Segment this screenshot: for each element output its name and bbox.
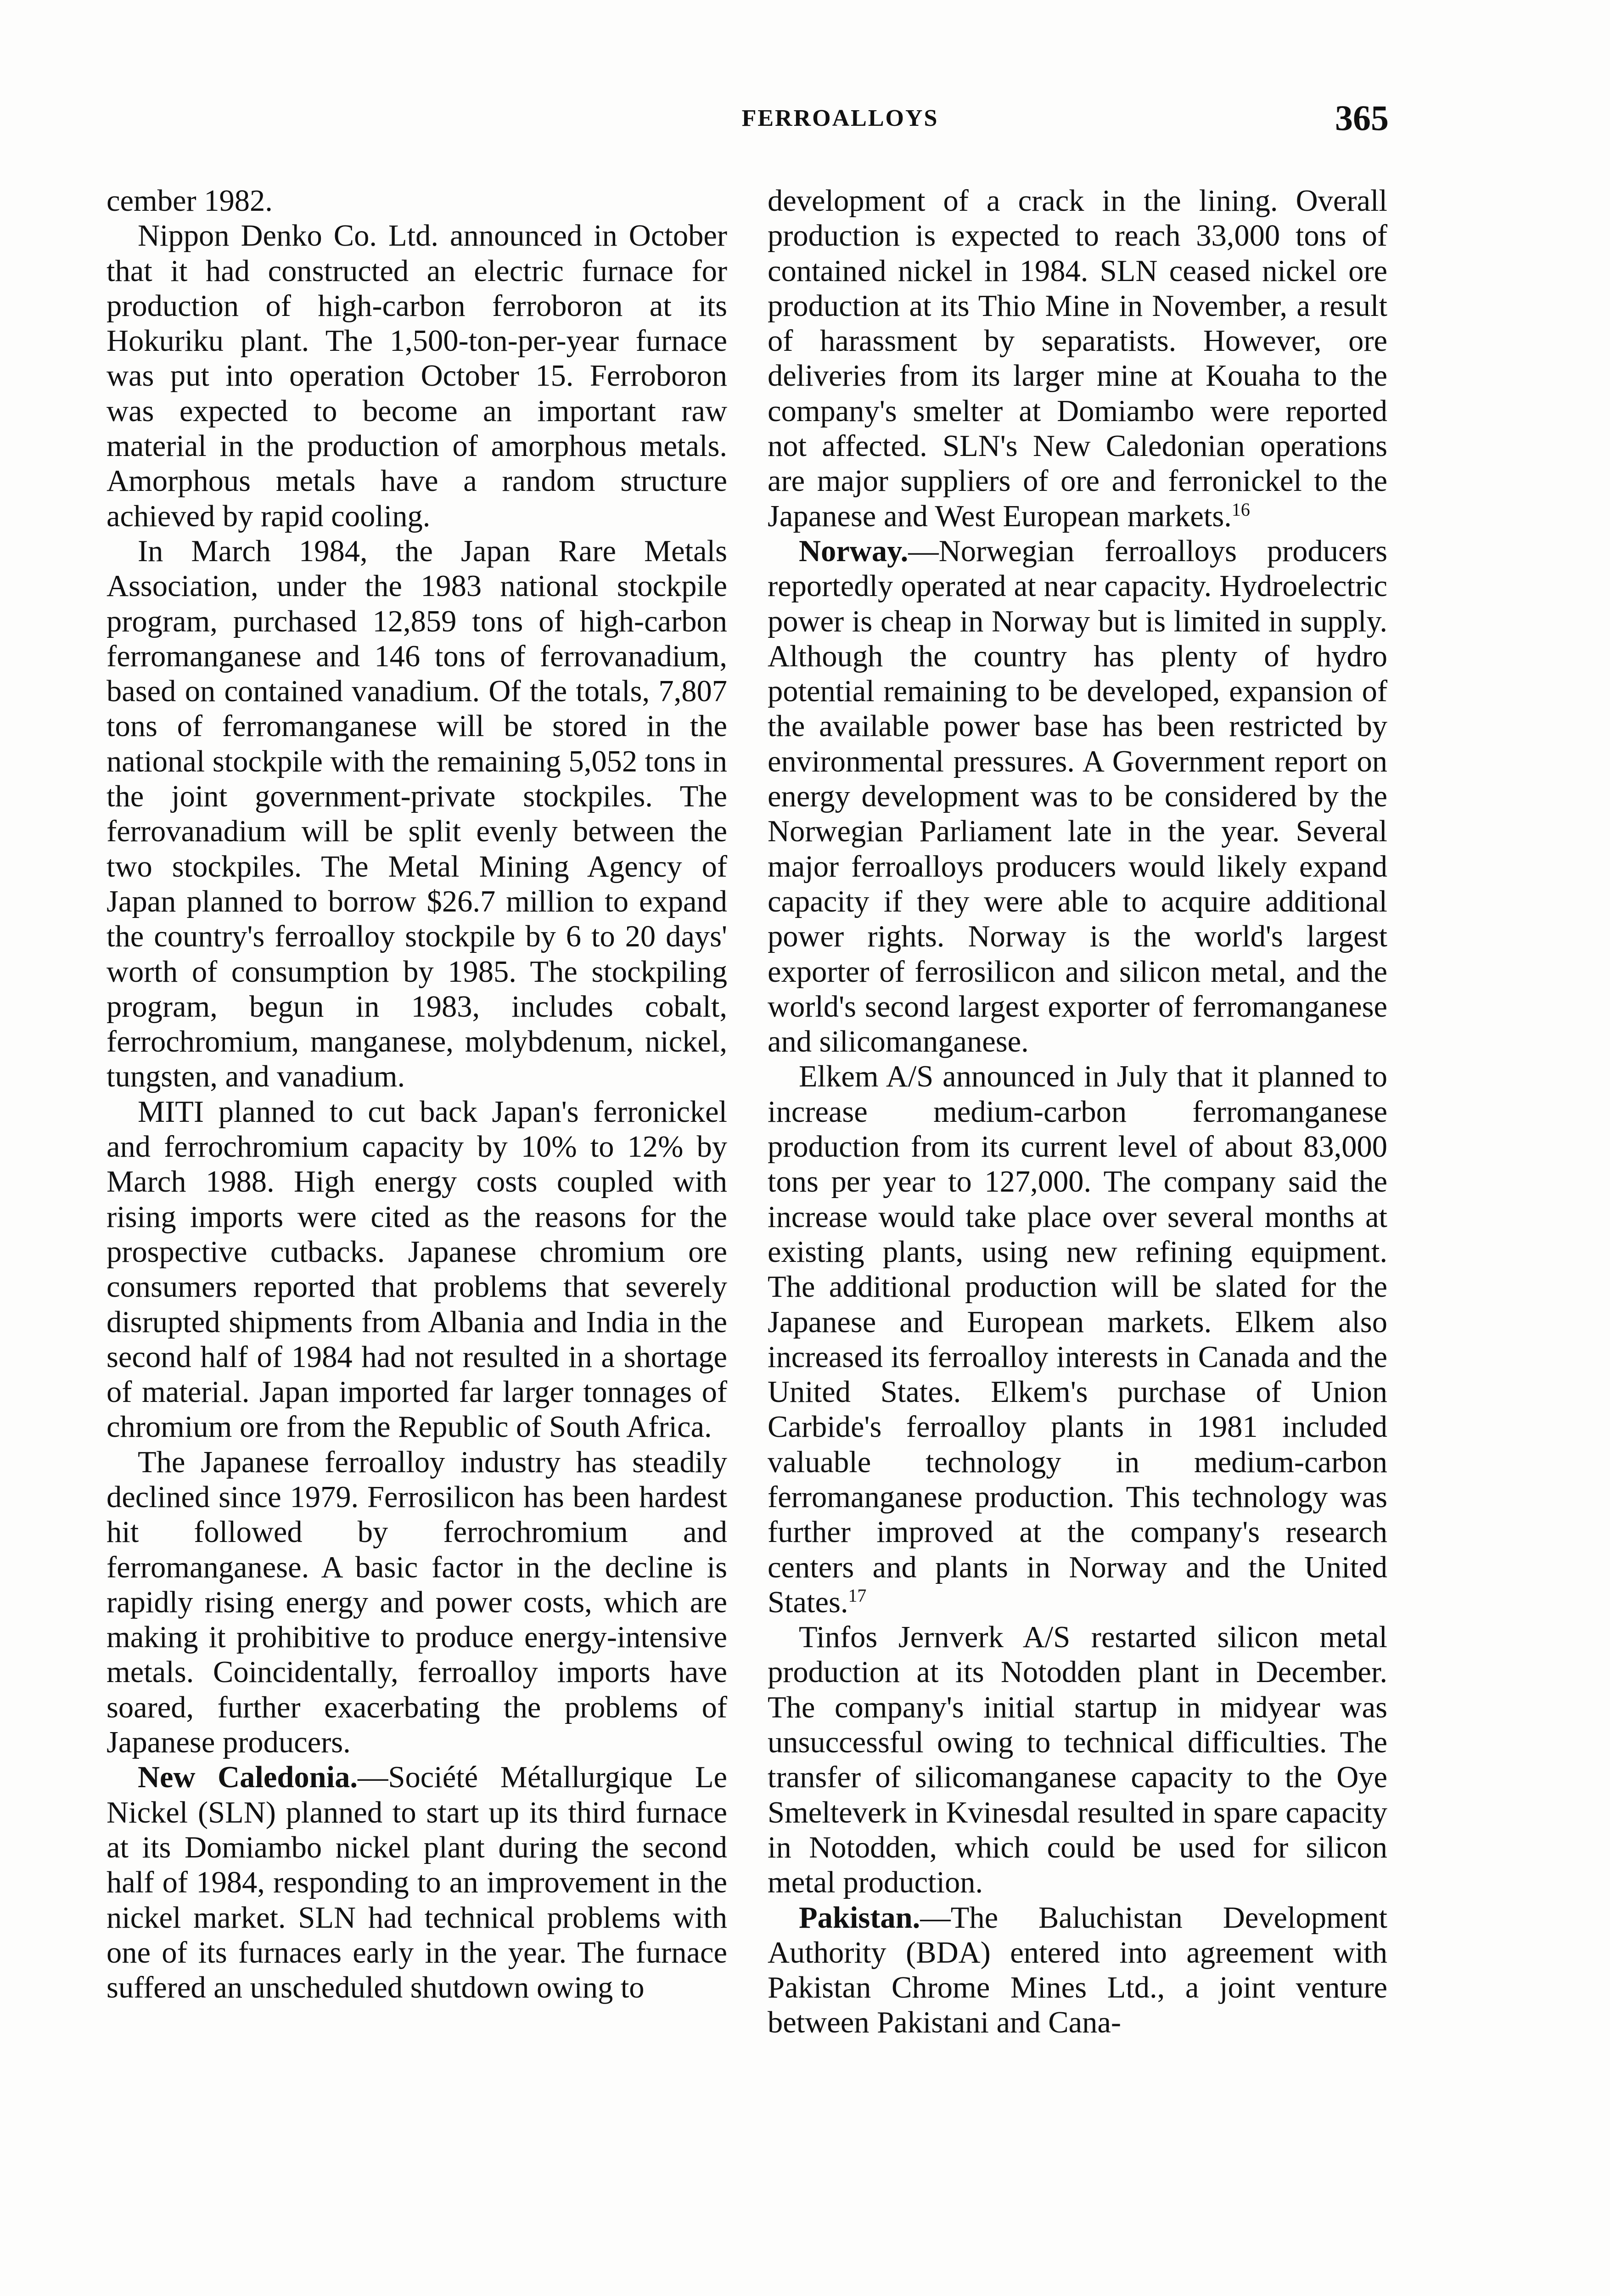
paragraph: Tinfos Jernverk A/S restarted silicon metal production at its Notodden plant in December. The company's initial startup in midyear was unsuccessful owing to technical difficulties. The transfer of silicomanganese capacity to the Oye Smelteverk in Kvinesdal resulted in spare capacity in Notodden, which could be used for silicon metal production.	[768, 1621, 1387, 1900]
section-heading: Norway.	[799, 534, 909, 568]
paragraph: The Japanese ferroalloy industry has steadily declined since 1979. Ferrosilicon has been hardest hit followed by ferrochromium and ferromanganese. A basic factor in the decline is rapidly rising energy and power costs, which are making it prohibitive to produce energy-intensive metals. Coincidentally, ferroalloy imports have soared, further exacerbating the problems of Japanese producers.	[107, 1445, 727, 1760]
paragraph-text: —Société Métallurgique Le Nickel (SLN) planned to start up its third furnace at its Domiambo nickel plant during the second half of 1984, responding to an improvement in the nickel market. SLN had technical problems with one of its furnaces early in the year. The furnace suffered an unscheduled shutdown owing to	[107, 1761, 727, 2005]
paragraph: MITI planned to cut back Japan's ferronickel and ferrochromium capacity by 10% to 12% by March 1988. High energy costs coupled with rising imports were cited as the reasons for the prospective cutbacks. Japanese chromium ore consumers reported that problems that severely disrupted shipments from Albania and India in the second half of 1984 had not resulted in a shortage of material. Japan imported far larger tonnages of chromium ore from the Republic of South Africa.	[107, 1095, 727, 1444]
paragraph: Nippon Denko Co. Ltd. announced in October that it had constructed an electric furnace for production of high-carbon ferroboron at its Hokuriku plant. The 1,500-ton-per-year furnace was put into operation October 15. Ferroboron was expected to become an important raw material in the production of amorphous metals. Amorphous metals have a random structure achieved by rapid cooling.	[107, 219, 727, 533]
page-number: 365	[1335, 98, 1389, 138]
running-title: FERROALLOYS	[741, 105, 939, 131]
section-heading: New Caledonia.	[138, 1761, 358, 1795]
left-column	[107, 184, 727, 2005]
paragraph: cember 1982.	[107, 184, 273, 218]
footnote-ref: 17	[848, 1585, 867, 1606]
paragraph	[107, 1760, 727, 2005]
paragraph	[768, 1901, 1387, 2041]
paragraph	[768, 1059, 1387, 1620]
paragraph-text: —The Baluchistan Development Authority (BDA) entered into agreement with Pakistan Chrome Mines Ltd., a joint venture between Pakistani and Cana-	[768, 1901, 1387, 2040]
paragraph-text: Elkem A/S announced in July that it planned to increase medium-carbon ferromanganese production from its current level of about 83,000 tons per year to 127,000. The company said the increase would take place over several months at existing plants, using new refining equipment. The additional production will be slated for the Japanese and European markets. Elkem also increased its ferroalloy interests in Canada and the United States. Elkem's purchase of Union Carbide's ferroalloy plants in 1981 included valuable technology in medium-carbon ferromanganese production. This technology was further improved at the company's research centers and plants in Norway and the United States.	[768, 1060, 1387, 1619]
section-heading: Pakistan.	[799, 1901, 920, 1935]
paragraph-text: —Norwegian ferroalloys producers reportedly operated at near capacity. Hydroelectric power is cheap in Norway but is limited in supply. Although the country has plenty of hydro potential remaining to be developed, expansion of the available power base has been restricted by environmental pressures. A Government report on energy development was to be considered by the Norwegian Parliament late in the year. Several major ferroalloys producers would likely expand capacity if they were able to acquire additional power rights. Norway is the world's largest exporter of ferrosilicon and silicon metal, and the world's second largest exporter of ferromanganese and silicomanganese.	[768, 534, 1387, 1059]
paragraph	[768, 184, 1387, 534]
right-column	[768, 184, 1387, 2041]
paragraph: In March 1984, the Japan Rare Metals Association, under the 1983 national stockpile program, purchased 12,859 tons of high-carbon ferromanganese and 146 tons of ferrovanadium, based on contained vanadium. Of the totals, 7,807 tons of ferromanganese will be stored in the national stockpile with the remaining 5,052 tons in the joint government-private stockpiles. The ferrovanadium will be split evenly between the two stockpiles. The Metal Mining Agency of Japan planned to borrow $26.7 million to expand the country's ferroalloy stockpile by 6 to 20 days' worth of consumption by 1985. The stockpiling program, begun in 1983, includes cobalt, ferrochromium, manganese, molybdenum, nickel, tungsten, and vanadium.	[107, 534, 727, 1094]
paragraph-text: development of a crack in the lining. Overall production is expected to reach 33,000 tons of contained nickel in 1984. SLN ceased nickel ore production at its Thio Mine in November, a result of harassment by separatists. However, ore deliveries from its larger mine at Kouaha to the company's smelter at Domiambo were reported not affected. SLN's New Caledonian operations are major suppliers of ore and ferronickel to the Japanese and West European markets.	[768, 184, 1387, 533]
paragraph	[768, 534, 1387, 1059]
footnote-ref: 16	[1231, 499, 1250, 520]
